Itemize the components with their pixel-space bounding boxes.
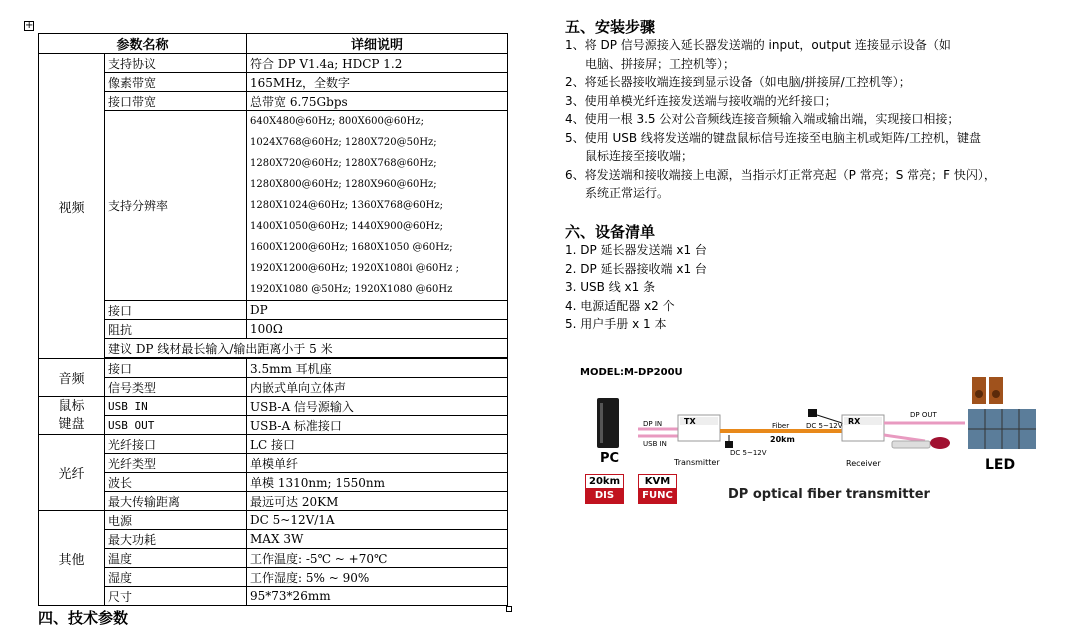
- param-name: 接口: [105, 301, 247, 320]
- resolution-list: [247, 111, 508, 301]
- step-item-cont: 鼠标连接至接收端；: [585, 149, 694, 163]
- resolution-line: 640X480@60Hz; 800X600@60Hz;: [250, 116, 424, 127]
- param-value: LC 接口: [247, 435, 508, 454]
- param-name: 接口: [105, 359, 247, 378]
- table-row: [39, 549, 508, 568]
- category-kvm-line1: 鼠标: [58, 398, 85, 414]
- param-value: DC 5~12V/1A: [247, 511, 508, 530]
- list-item: 3. USB 线 x1 条: [565, 280, 656, 294]
- table-row: [39, 587, 508, 606]
- param-name: 最大功耗: [105, 530, 247, 549]
- resolution-line: 1600X1200@60Hz; 1680X1050 @60Hz;: [250, 242, 453, 253]
- product-diagram: [580, 365, 1050, 510]
- param-name: 接口带宽: [105, 92, 247, 111]
- param-value: DP: [247, 301, 508, 320]
- resolution-line: 1400X1050@60Hz; 1440X900@60Hz;: [250, 221, 444, 232]
- list-item: 5. 用户手册 x 1 本: [565, 317, 667, 331]
- kvm-tag-top: KVM: [638, 474, 677, 489]
- param-name: 光纤接口: [105, 435, 247, 454]
- category-video: 视频: [39, 54, 105, 359]
- equipment-list: [565, 241, 1055, 334]
- table-move-handle[interactable]: +: [25, 20, 34, 31]
- category-other: 其他: [39, 511, 105, 606]
- param-name: 阻抗: [105, 320, 247, 339]
- distance-label: 20km: [770, 435, 795, 444]
- param-value: MAX 3W: [247, 530, 508, 549]
- param-name: 温度: [105, 549, 247, 568]
- tx-label: TX: [684, 417, 696, 426]
- param-value: 165MHz，全数字: [247, 73, 508, 92]
- param-value: 100Ω: [247, 320, 508, 339]
- table-row: [39, 511, 508, 530]
- param-name: 电源: [105, 511, 247, 530]
- step-item: 1、将 DP 信号源接入延长器发送端的 input，output 连接显示设备（如: [565, 38, 951, 52]
- param-value: 单模 1310nm; 1550nm: [247, 473, 508, 492]
- dc-tx-label: DC 5~12V: [730, 449, 767, 457]
- mouse: [930, 437, 950, 449]
- table-header-row: [39, 34, 508, 54]
- param-value: 最远可达 20KM: [247, 492, 508, 511]
- param-value: 内嵌式单向立体声: [247, 378, 508, 397]
- rx-power-adapter: [808, 409, 817, 417]
- list-item: 2. DP 延长器接收端 x1 台: [565, 261, 707, 276]
- kvm-tag: [638, 474, 677, 504]
- usb-out-cable: [884, 435, 925, 441]
- step-item: 2、将延长器接收端连接到显示设备（如电脑/拼接屏/工控机等）；: [565, 75, 911, 89]
- param-name: 支持协议: [105, 54, 247, 73]
- pc-tower-panel: [600, 403, 603, 443]
- tx-power-adapter: [725, 441, 733, 448]
- category-audio: 音频: [39, 359, 105, 397]
- table-row: [39, 54, 508, 73]
- table-row: [39, 397, 508, 416]
- led-label: LED: [985, 457, 1016, 473]
- table-row: [39, 320, 508, 339]
- header-detail: 详细说明: [247, 34, 508, 54]
- category-fiber: 光纤: [39, 435, 105, 511]
- table-row: [39, 435, 508, 454]
- list-item: 4. 电源适配器 x2 个: [565, 298, 675, 313]
- category-kvm: [39, 397, 105, 435]
- table-row: [39, 568, 508, 587]
- table-row: [39, 92, 508, 111]
- pc-label: PC: [600, 451, 620, 466]
- kvm-tag-bottom: FUNC: [642, 490, 673, 501]
- fiber-label: Fiber: [772, 422, 790, 430]
- speaker-left-cone: [975, 390, 983, 398]
- param-value: 工作湿度: 5% ~ 90%: [247, 568, 508, 587]
- resolution-line: 1280X800@60Hz; 1280X960@60Hz;: [250, 179, 437, 190]
- table-row-resolution: [39, 111, 508, 301]
- section4-title: 四、技术参数: [38, 609, 129, 627]
- list-item: 1. DP 延长器发送端 x1 台: [565, 243, 707, 257]
- param-value: USB-A 信号源输入: [247, 397, 508, 416]
- distance-tag-top: 20km: [585, 474, 624, 489]
- rx-label: RX: [848, 417, 861, 426]
- table-row: [39, 339, 508, 358]
- distance-tag-bottom: DIS: [594, 490, 615, 501]
- dc-rx-label: DC 5~12V: [806, 422, 843, 430]
- table-resize-handle[interactable]: [506, 606, 512, 612]
- table-row: [39, 301, 508, 320]
- param-value: USB-A 标准接口: [247, 416, 508, 435]
- spec-table: [38, 33, 508, 606]
- table-row: [39, 378, 508, 397]
- step-item: 3、使用单模光纤连接发送端与接收端的光纤接口；: [565, 93, 837, 108]
- param-name: 湿度: [105, 568, 247, 587]
- diagram-title: DP optical fiber transmitter: [728, 487, 930, 502]
- param-value: 95*73*26mm: [247, 587, 508, 606]
- resolution-line: 1920X1200@60Hz; 1920X1080i @60Hz ;: [250, 263, 459, 274]
- param-name: 光纤类型: [105, 454, 247, 473]
- step-item: 5、使用 USB 线将发送端的键盘鼠标信号连接至电脑主机或矩阵/工控机，键盘: [565, 130, 981, 145]
- param-value: 单模单纤: [247, 454, 508, 473]
- param-value: 工作温度: -5℃ ~ +70℃: [247, 549, 508, 568]
- param-value: 总带宽 6.75Gbps: [247, 92, 508, 111]
- section5-title: 五、安装步骤: [565, 18, 656, 36]
- resolution-line: 1280X720@60Hz; 1280X768@60Hz;: [250, 158, 437, 169]
- speaker-right-cone: [992, 390, 1000, 398]
- usb-in-label: USB IN: [643, 440, 667, 448]
- param-name: 支持分辨率: [105, 111, 247, 301]
- step-item: 6、将发送端和接收端接上电源，当指示灯正常亮起（P 常亮；S 常亮；F 快闪），: [565, 167, 996, 182]
- table-row: [39, 73, 508, 92]
- param-value: 3.5mm 耳机座: [247, 359, 508, 378]
- model-label: MODEL:M-DP200U: [580, 367, 683, 378]
- keyboard: [892, 441, 930, 448]
- step-item-cont: 电脑、拼接屏；工控机等）；: [585, 56, 736, 71]
- param-name: USB IN: [105, 397, 247, 416]
- resolution-line: 1024X768@60Hz; 1280X720@50Hz;: [250, 137, 437, 148]
- step-item: 4、使用一根 3.5 公对公音频线连接音频输入端或输出端，实现接口相接；: [565, 112, 960, 126]
- table-row: [39, 473, 508, 492]
- transmitter-label: Transmitter: [674, 458, 720, 467]
- receiver-label: Receiver: [846, 459, 881, 468]
- param-name: 像素带宽: [105, 73, 247, 92]
- param-name: 尺寸: [105, 587, 247, 606]
- header-name: 参数名称: [39, 34, 247, 54]
- table-row: [39, 454, 508, 473]
- distance-tag: [585, 474, 624, 504]
- resolution-line: 1280X1024@60Hz; 1360X768@60Hz;: [250, 200, 444, 211]
- param-name: 最大传输距离: [105, 492, 247, 511]
- video-note: 建议 DP 线材最长输入/输出距离小于 5 米: [105, 339, 508, 358]
- step-item-cont: 系统正常运行。: [585, 186, 670, 200]
- param-name: 波长: [105, 473, 247, 492]
- dp-out-label: DP OUT: [910, 411, 937, 419]
- param-name: 信号类型: [105, 378, 247, 397]
- param-value: 符合 DP V1.4a; HDCP 1.2: [247, 54, 508, 73]
- table-row: [39, 492, 508, 511]
- param-name: USB OUT: [105, 416, 247, 435]
- install-steps: [565, 36, 1055, 203]
- table-row: [39, 530, 508, 549]
- category-kvm-line2: 键盘: [58, 416, 85, 432]
- section6-title: 六、设备清单: [565, 223, 656, 241]
- dp-in-label: DP IN: [643, 420, 663, 428]
- resolution-line: 1920X1080 @50Hz; 1920X1080 @60Hz: [250, 284, 453, 295]
- table-row: [39, 359, 508, 378]
- table-row: [39, 416, 508, 435]
